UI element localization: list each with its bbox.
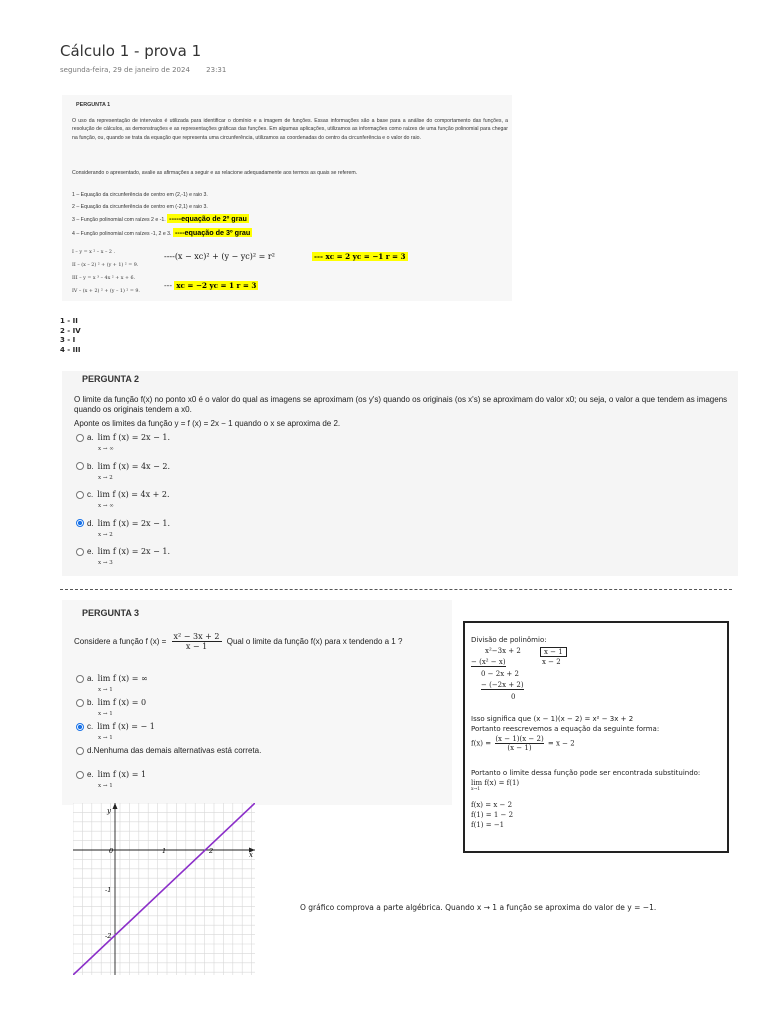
q2-option-expr: lim f (x) = 2x − 1. [97,433,170,442]
question-3-ask [74,632,402,651]
q3-fraction-den: x − 1 [185,642,208,651]
box-s2: Portanto reescrevemos a equação da seguinte forma: [471,725,660,733]
q2-option-subscript: x → 2 [98,531,113,538]
answer-1: 1 - II [60,317,78,325]
graph-svg [73,803,255,975]
circle-formula: ----(x − xc)² + (y − yc)² = r² [164,252,275,261]
q2-option-letter: a. [87,433,94,442]
q3-fraction-num: x² − 3x + 2 [173,632,220,641]
box-divisor: x − 1 [540,647,567,657]
q2-radio-c[interactable] [76,491,84,499]
q3-radio-c[interactable] [76,723,84,731]
box-s6: f(x) = x − 2 [471,801,513,809]
box-s5: lim f(x) = f(1) [471,779,520,787]
q3-option-letter: b. [87,698,94,707]
q3-option-letter: d. [87,746,94,755]
question-2-card [62,371,738,576]
circle-1-highlight: --- xc = 2 yc = −1 r = 3 [314,252,406,261]
q3-option-expr: lim f (x) = − 1 [97,722,155,731]
question-1-consider: Considerando o apresentado, avalie as afirmações a seguir e as relacione adequadamente aos termos as quais se referem. [72,170,358,176]
q3-option-c[interactable] [76,722,155,731]
box-s7: f(1) = 1 − 2 [471,811,514,819]
q1-note-4-highlight: ----equação de 3º grau [174,228,251,237]
solution-box [463,621,729,853]
function-graph [73,803,255,975]
y-axis-arrow [113,803,118,809]
q3-ask-post: Qual o limite da função f(x) para x tendendo a 1 ? [226,637,403,646]
box-l1a: x²−3x + 2 [485,647,521,655]
line-y-equals-x-minus-2 [73,803,255,975]
question-1-intro: O uso da representação de intervalos é utilizada para identificar o domínio e a imagem de funções. Essas informações são a base para a análise do comportamento das funções, a resolução de cálculos, as demonstrações e as representações gráficas das funções. Em algumas aplicações, utilizamos as informações como raízes de uma função polinomial para chegar na função, ou, quando se trata da equação que representa uma circunferência, utilizamos as coordenadas do centro da circunferência e o valor do raio. [72,118,508,141]
question-3-header: PERGUNTA 3 [82,608,140,618]
q2-option-expr: lim f (x) = 2x − 1. [97,518,170,528]
q3-option-expr: Nenhuma das demais alternativas está correta. [93,746,262,755]
answer-2: 2 - IV [60,326,81,335]
page-title: Cálculo 1 - prova 1 [60,42,202,60]
q1-item-4 [72,229,252,238]
q2-option-letter: c. [87,490,94,499]
circle-2-values [164,282,258,290]
q3-fraction [172,632,222,651]
box-title: Divisão de polinômio: [471,636,547,644]
q3-option-a[interactable] [76,674,148,683]
box-s3 [471,735,575,752]
q1-item-4-text: 4 – Função polinomial com raízes -1, 2 e 3. [72,231,172,237]
box-l4: − (−2x + 2) [481,681,524,689]
box-s5-sub: x→1 [471,787,481,792]
box-s4: Portanto o limite dessa função pode ser encontrada substituindo: [471,769,701,777]
q2-option-letter: e. [87,547,94,556]
q3-option-d[interactable] [76,746,261,755]
q1-item-2: 2 – Equação da circunferência de centro em (-2,1) e raio 3. [72,204,208,210]
q2-option-expr: lim f (x) = 2x − 1. [97,547,170,556]
q2-option-subscript: x → ∞ [98,446,114,452]
question-1-card [62,95,512,301]
origin-label: 0 [109,847,114,855]
page-date [60,66,240,74]
q2-option-letter: d. [87,518,94,528]
circle-1-values [312,253,408,261]
q1-eq-III: III – y = x ³ – 4x ² + x + 6. [72,276,136,281]
q3-option-subscript: x → 1 [98,735,113,741]
question-2-text: O limite da função f(x) no ponto x0 é o valor do qual as imagens se aproximam (os y's) quando os originais (os x's) se aproximam do valor x0; ou seja, o valor a que tendem as imagens quando os originais tendem a x0. [74,395,728,414]
time-text: 23:31 [206,66,227,74]
box-l2a: − (x² − x) [471,658,506,666]
q2-option-expr: lim f (x) = 4x − 2. [97,461,170,471]
q3-option-expr: lim f (x) = 1 [97,770,147,779]
q1-item-3-text: 3 – Função polinomial com raízes 2 e -1. [72,217,166,223]
q3-option-subscript: x → 1 [98,687,113,693]
q3-radio-b[interactable] [76,699,84,707]
q1-item-1: 1 – Equação da circunferência de centro em (2,-1) e raio 3. [72,192,208,198]
q3-option-b[interactable] [76,698,146,707]
box-s1: Isso significa que (x − 1)(x − 2) = x² − 3x + 2 [471,715,634,723]
q3-radio-e[interactable] [76,771,84,779]
box-quotient: x − 2 [542,658,561,666]
q3-option-letter: e. [87,770,94,779]
box-s3-num: (x − 1)(x − 2) [495,735,544,743]
x-tick-1: 1 [162,847,167,855]
q3-option-subscript: x → 1 [98,783,113,789]
section-divider [60,589,732,590]
question-3-card [62,600,452,805]
q2-option-letter: b. [87,461,94,471]
box-s8: f(1) = −1 [471,821,505,829]
y-tick-minus-2: -2 [105,932,112,940]
q3-option-letter: a. [87,674,94,683]
answer-4: 4 - III [60,345,81,354]
q2-option-subscript: x → ∞ [98,503,114,509]
q2-option-a[interactable] [76,433,170,442]
box-l5: 0 [511,693,516,701]
circle-2-prefix: --- [164,281,172,290]
q3-radio-d[interactable] [76,747,84,755]
q1-answers [60,317,81,355]
graph-caption: O gráfico comprova a parte algébrica. Quando x → 1 a função se aproxima do valor de y = −1. [300,903,657,912]
x-tick-2: 2 [209,847,214,855]
q2-option-c[interactable] [76,490,170,499]
q2-radio-d[interactable] [76,519,84,527]
q3-ask-pre: Considere a função f (x) = [74,637,167,646]
q1-eq-II: II – (x – 2) ² + (y + 1) ² = 9. [72,263,139,268]
q2-radio-e[interactable] [76,548,84,556]
box-s3-fraction [495,735,543,752]
question-2-header: PERGUNTA 2 [82,374,140,384]
q2-option-subscript: x → 2 [98,474,113,481]
q3-option-expr: lim f (x) = 0 [97,698,147,707]
q2-option-d[interactable] [76,519,170,528]
answer-3: 3 - I [60,336,76,345]
q2-option-b[interactable] [76,462,170,471]
q1-note-3-highlight: -----equação de 2º grau [169,214,247,223]
q2-option-expr: lim f (x) = 4x + 2. [97,490,170,499]
q2-option-e[interactable] [76,547,170,556]
q2-radio-b[interactable] [76,462,84,470]
question-1-header: PERGUNTA 1 [76,102,111,108]
q1-eq-I: I – y = x ² – x – 2 . [72,250,115,255]
q2-radio-a[interactable] [76,434,84,442]
q3-radio-a[interactable] [76,675,84,683]
box-s3-den: (x − 1) [507,744,532,752]
q3-option-subscript: x → 1 [98,711,113,717]
box-l3: 0 − 2x + 2 [481,670,519,678]
question-2-ask: Aponte os limites da função y = f (x) = 2x − 1 quando o x se aproxima de 2. [74,419,341,428]
q3-option-expr: lim f (x) = ∞ [97,674,148,683]
box-s3b: = x − 2 [547,739,575,748]
q1-item-3 [72,215,249,224]
q2-option-subscript: x → 3 [98,560,113,566]
q3-option-letter: c. [87,722,94,731]
y-axis-label: y [107,807,111,815]
q1-eq-IV: IV – (x + 2) ² + (y – 1) ² = 9. [72,289,140,294]
q3-option-e[interactable] [76,770,146,779]
circle-2-highlight: xc = −2 yc = 1 r = 3 [176,281,257,290]
date-text: segunda-feira, 29 de janeiro de 2024 [60,66,190,74]
box-s3a: f(x) = [471,739,492,748]
y-tick-minus-1: -1 [105,886,112,894]
x-axis-label: x [249,851,253,859]
